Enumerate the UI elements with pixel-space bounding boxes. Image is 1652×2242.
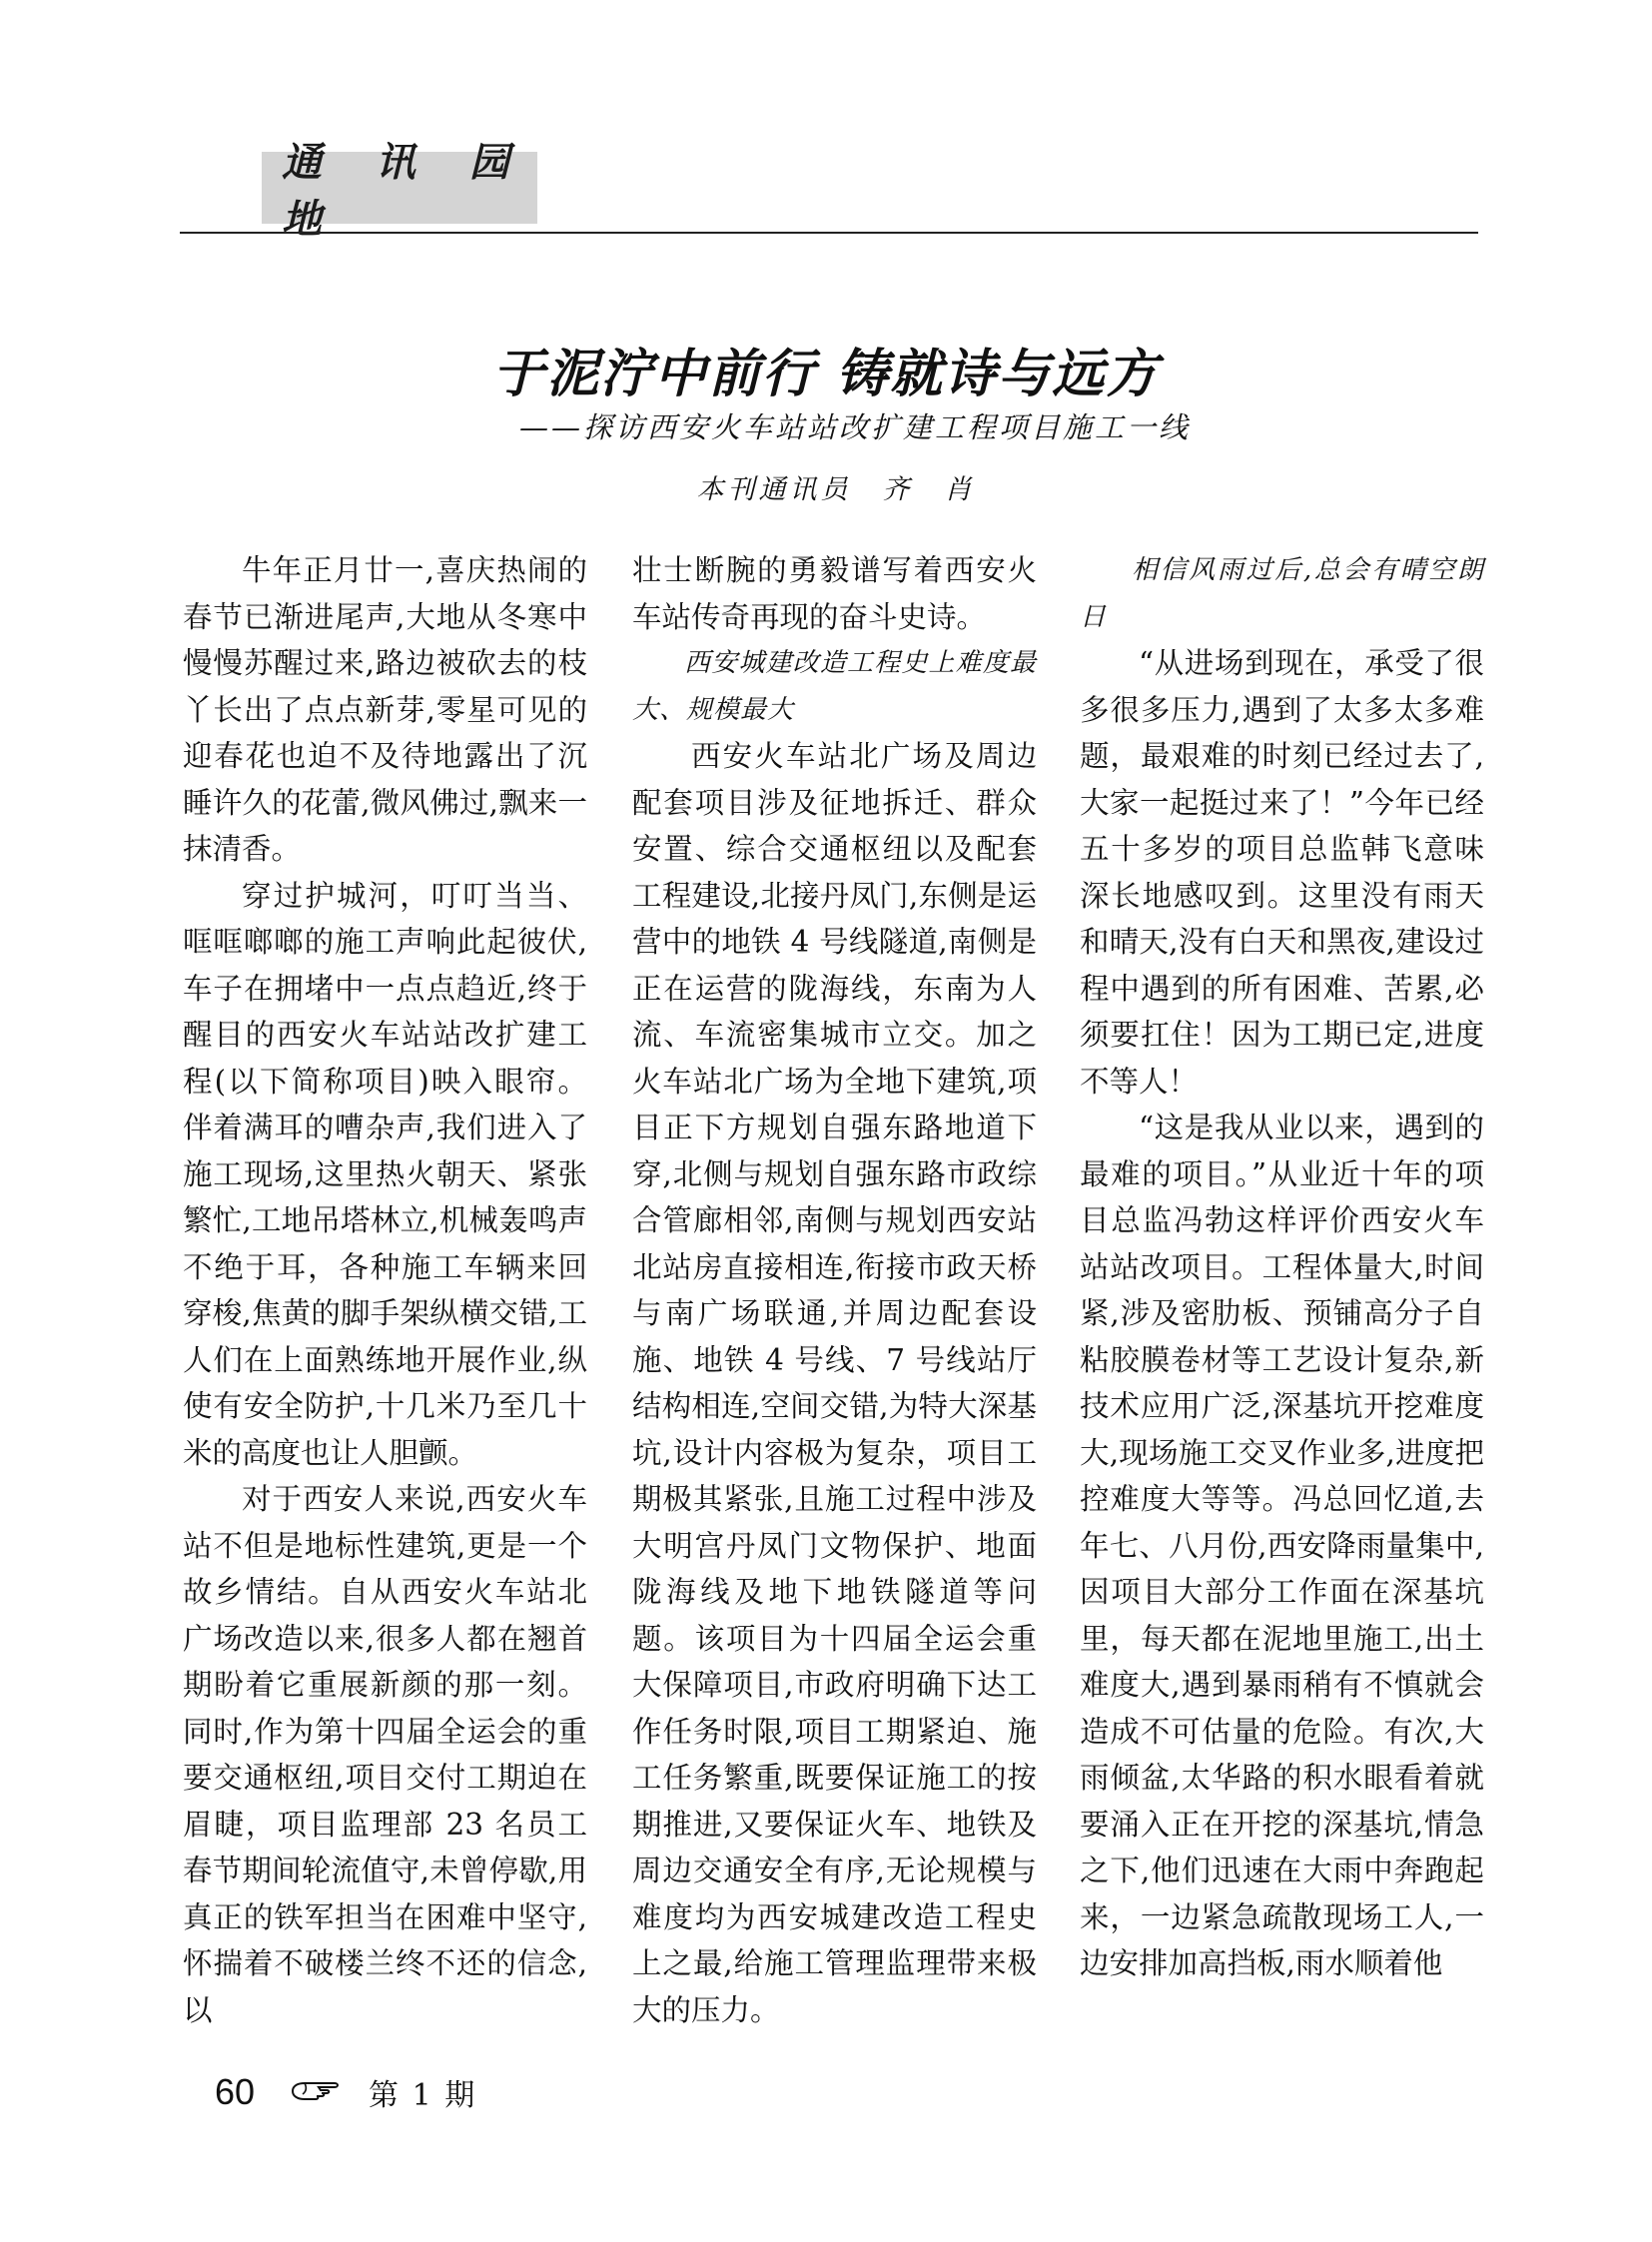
article-subtitle: ——探访西安火车站站改扩建工程项目施工一线 [519,410,1192,444]
paragraph: 西安火车站北广场及周边配套项目涉及征地拆迁、群众安置、综合交通枢纽以及配套工程建设,北接丹凤门,东侧是运营中的地铁 4 号线隧道,南侧是正在运营的陇海线，东南为人流、车流密集城市立交。加之火车站北广场为全地下建筑,项目正下方规划自强东路地道下穿,北侧与规划自强东路市政综合管廊相邻,南侧与规划西安站北站房直接相连,衔接市政天桥与南广场联通,并周边配套设施、地铁 4 号线、7 号线站厅结构相连,空间交错,为特大深基坑,设计内容极为复杂，项目工期极其紧张,且施工过程中涉及大明宫丹凤门文物保护、地面陇海线及地下地铁隧道等问题。该项目为十四届全运会重大保障项目,市政府明确下达工作任务时限,项目工期紧迫、施工任务繁重,既要保证施工的按期推进,又要保证火车、地铁及周边交通安全有序,无论规模与难度均为西安城建改造工程史上之最,给施工管理监理带来极大的压力。 [632,739,1037,2027]
pointing-hand-icon [291,2077,343,2107]
column-3 [1080,547,1484,1987]
section-label-tab [262,140,537,243]
page-number: 60 [215,2071,256,2112]
article-byline: 本刊通讯员 齐 肖 [696,474,976,505]
paragraph: 穿过护城河，叮叮当当、哐哐啷啷的施工声响此起彼伏,车子在拥堵中一点点趋近,终于醒目的西安火车站站改扩建工程(以下简称项目)映入眼帘。伴着满耳的嘈杂声,我们进入了施工现场,这里热火朝天、紧张繁忙,工地吊塔林立,机械轰鸣声不绝于耳，各种施工车辆来回穿梭,焦黄的脚手架纵横交错,工人们在上面熟练地开展作业,纵使有安全防护,十几米乃至几十米的高度也让人胆颤。 [183,878,587,1470]
column-1 [183,547,587,2033]
header-divider [180,232,1478,234]
paragraph: 壮士断腕的勇毅谱写着西安火车站传奇再现的奋斗史诗。 [632,553,1037,634]
column-2 [632,547,1037,2033]
article-title: 于泥泞中前行 铸就诗与远方 [491,345,1161,404]
paragraph: 牛年正月廿一,喜庆热闹的春节已渐进尾声,大地从冬寒中慢慢苏醒过来,路边被砍去的枝丫长出了点点新芽,零星可见的迎春花也迫不及待地露出了沉睡许久的花蕾,微风佛过,飘来一抹清香。 [183,553,587,866]
issue-label: 第 1 期 [369,2078,477,2113]
section-subhead: 西安城建改造工程史上难度最大、规模最大 [632,648,1037,725]
section-subhead: 相信风雨过后,总会有晴空朗日 [1080,555,1484,632]
article-body [183,547,1484,2027]
paragraph: 对于西安人来说,西安火车站不但是地标性建筑,更是一个故乡情结。自从西安火车站北广场改造以来,很多人都在翘首期盼着它重展新颜的那一刻。同时,作为第十四届全运会的重要交通枢纽,项目交付工期迫在眉睫，项目监理部 23 名员工春节期间轮流值守,未曾停歇,用真正的铁军担当在困难中坚守,怀揣着不破楼兰终不还的信念,以 [183,1482,587,2027]
paragraph: “从进场到现在，承受了很多很多压力,遇到了太多太多难题，最艰难的时刻已经过去了,大家一起挺过来了！”今年已经五十多岁的项目总监韩飞意味深长地感叹到。这里没有雨天和晴天,没有白天和黑夜,建设过程中遇到的所有困难、苦累,必须要扛住！因为工期已定,进度不等人！ [1080,646,1484,1099]
page-footer [215,2067,476,2117]
section-label: 通 讯 园 地 [282,140,529,243]
paragraph: “这是我从业以来，遇到的最难的项目。”从业近十年的项目总监冯勃这样评价西安火车站站改项目。工程体量大,时间紧,涉及密肋板、预铺高分子自粘胶膜卷材等工艺设计复杂,新技术应用广泛,深基坑开挖难度大,现场施工交叉作业多,进度把控难度大等等。冯总回忆道,去年七、八月份,西安降雨量集中,因项目大部分工作面在深基坑里，每天都在泥地里施工,出土难度大,遇到暴雨稍有不慎就会造成不可估量的危险。有次,大雨倾盆,太华路的积水眼看着就要涌入正在开挖的深基坑,情急之下,他们迅速在大雨中奔跑起来，一边紧急疏散现场工人,一边安排加高挡板,雨水顺着他 [1080,1111,1484,1980]
